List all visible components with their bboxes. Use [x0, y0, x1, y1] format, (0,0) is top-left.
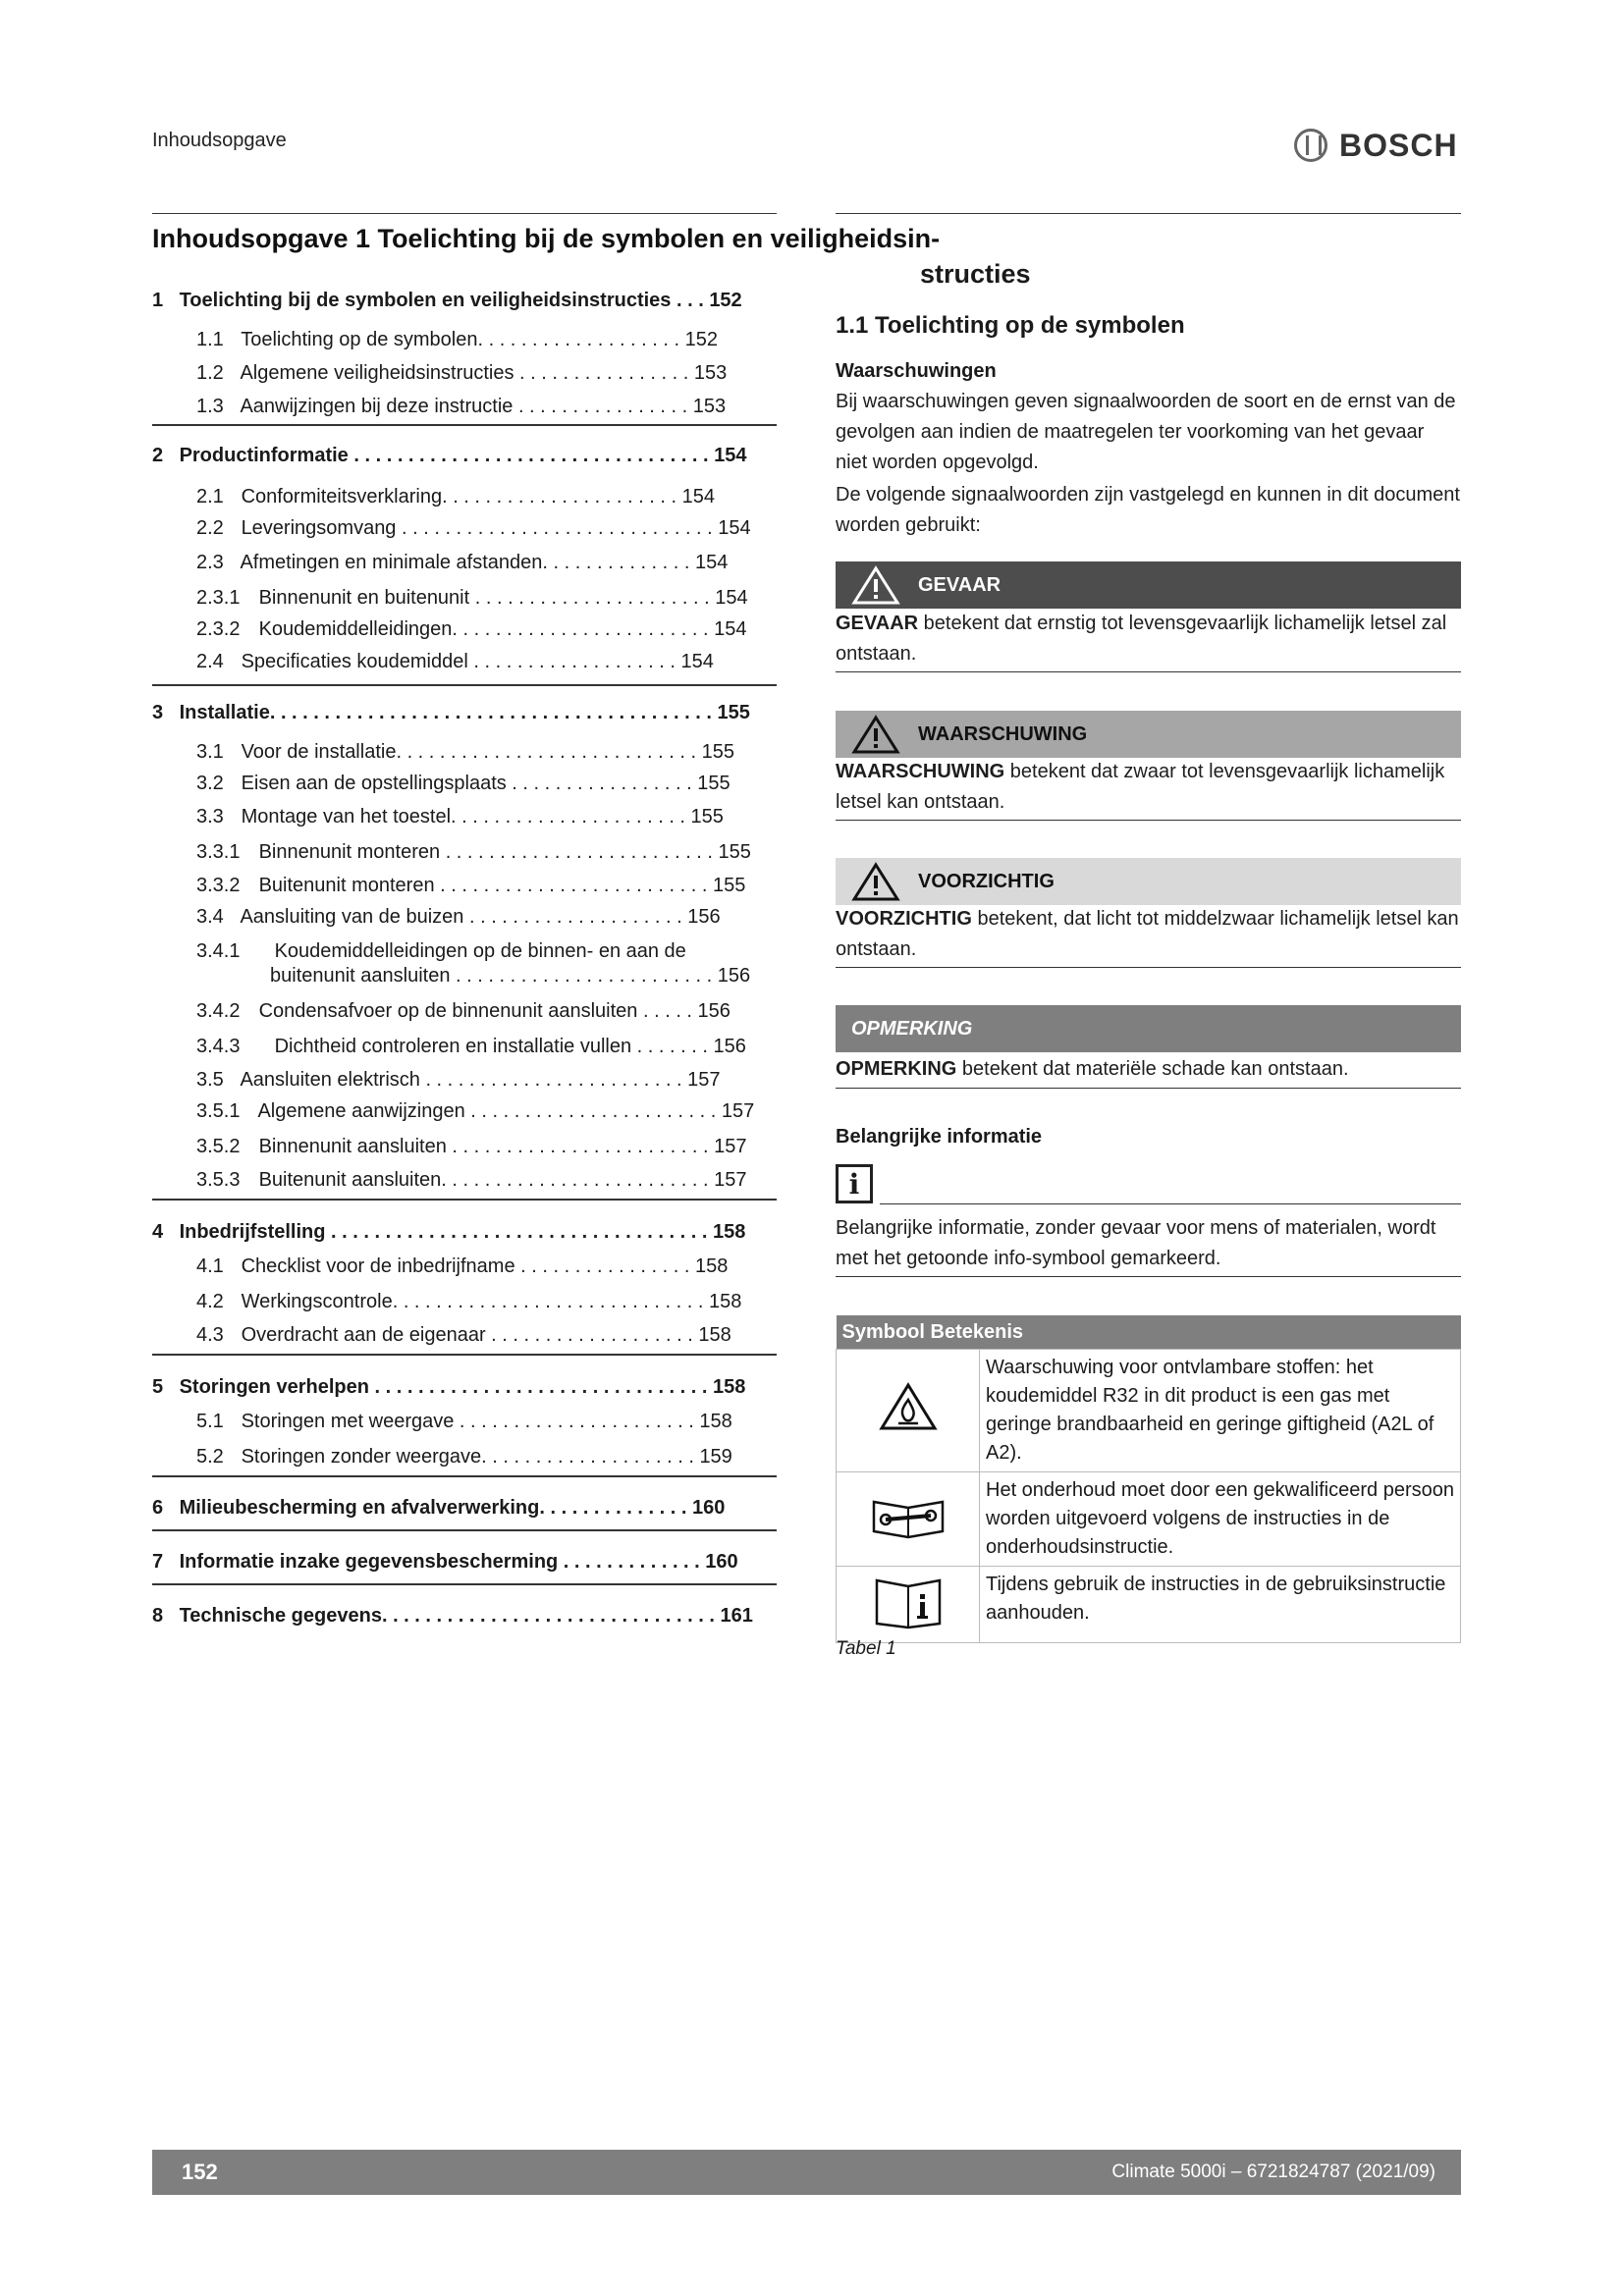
- table-cell-text: Het onderhoud moet door een gekwalificeerd persoon worden uitgevoerd volgens de instructies in de onderhoudsinstructie.: [980, 1472, 1461, 1567]
- toc-entry[interactable]: 4.3 Overdracht aan de eigenaar . . . . . . . . . . . . . . . . . . . 158: [196, 1324, 731, 1346]
- page-footer: [152, 2150, 1461, 2195]
- toc-entry[interactable]: 2 Productinformatie . . . . . . . . . . . . . . . . . . . . . . . . . . . . . . . . . 154: [152, 445, 747, 466]
- toc-separator: [152, 684, 777, 686]
- warning-triangle-icon: [851, 862, 900, 901]
- toc-entry[interactable]: 1.1 Toelichting op de symbolen. . . . . . . . . . . . . . . . . . . 152: [196, 329, 718, 350]
- toc-separator: [152, 1529, 777, 1531]
- toc-entry[interactable]: 6 Milieubescherming en afvalverwerking. . . . . . . . . . . . . . 160: [152, 1497, 726, 1519]
- voorzichtig-banner: [836, 858, 1461, 905]
- divider: [836, 967, 1461, 968]
- left-top-rule: [152, 213, 777, 214]
- banner-label: OPMERKING: [851, 1017, 973, 1040]
- toc-entry[interactable]: 2.4 Specificaties koudemiddel . . . . . . . . . . . . . . . . . . . 154: [196, 651, 714, 672]
- toc-entry[interactable]: 5 Storingen verhelpen . . . . . . . . . . . . . . . . . . . . . . . . . . . . . . . 158: [152, 1376, 746, 1398]
- divider: [836, 820, 1461, 821]
- toc-entry[interactable]: 7 Informatie inzake gegevensbescherming . . . . . . . . . . . . . 160: [152, 1551, 738, 1573]
- toc-entry[interactable]: 4 Inbedrijfstelling . . . . . . . . . . . . . . . . . . . . . . . . . . . . . . . . . . . 158: [152, 1221, 746, 1243]
- banner-label: GEVAAR: [918, 573, 1001, 596]
- toc-entry[interactable]: 3.3.1 Binnenunit monteren . . . . . . . . . . . . . . . . . . . . . . . . . 155: [196, 841, 751, 863]
- toc-entry[interactable]: 3.3.2 Buitenunit monteren . . . . . . . . . . . . . . . . . . . . . . . . . 155: [196, 875, 746, 896]
- warning-triangle-icon: [851, 565, 900, 605]
- service-manual-icon: [837, 1472, 980, 1567]
- toc-separator: [152, 1475, 777, 1477]
- table-row: [837, 1567, 1461, 1643]
- toc-entry[interactable]: 2.2 Leveringsomvang . . . . . . . . . . . . . . . . . . . . . . . . . . . . . 154: [196, 517, 751, 539]
- toc-entry[interactable]: 1 Toelichting bij de symbolen en veiligheidsinstructies . . . 152: [152, 290, 742, 311]
- toc-separator: [152, 1354, 777, 1356]
- subheading-belangrijk: Belangrijke informatie: [836, 1126, 1043, 1148]
- section-title-continuation: structies: [920, 259, 1031, 289]
- divider: [836, 671, 1461, 672]
- toc-entry[interactable]: 4.1 Checklist voor de inbedrijfname . . . . . . . . . . . . . . . . 158: [196, 1255, 729, 1277]
- toc-entry[interactable]: 3.3 Montage van het toestel. . . . . . . . . . . . . . . . . . . . . . 155: [196, 806, 724, 828]
- table-caption: Tabel 1: [836, 1638, 896, 1659]
- paragraph: Belangrijke informatie, zonder gevaar voor mens of materialen, wordt met het getoonde info-symbool gemarkeerd.: [836, 1217, 1436, 1269]
- table-header: Symbool Betekenis: [837, 1315, 1461, 1350]
- toc-entry[interactable]: 2.1 Conformiteitsverklaring. . . . . . . . . . . . . . . . . . . . . . 154: [196, 486, 715, 507]
- banner-label: WAARSCHUWING: [918, 722, 1088, 745]
- table-row: [837, 1472, 1461, 1567]
- page-number: 152: [182, 2160, 218, 2184]
- divider: [836, 1276, 1461, 1277]
- toc-entry[interactable]: 3.4 Aansluiting van de buizen . . . . . . . . . . . . . . . . . . . . 156: [196, 906, 721, 928]
- paragraph: De volgende signaalwoorden zijn vastgelegd en kunnen in dit document worden gebruikt:: [836, 484, 1460, 536]
- bosch-logo: [1294, 126, 1458, 165]
- divider: [880, 1203, 1461, 1204]
- symbol-table: [836, 1315, 1461, 1643]
- toc-entry[interactable]: 1.3 Aanwijzingen bij deze instructie . . . . . . . . . . . . . . . . 153: [196, 396, 727, 417]
- manual-info-icon: [837, 1567, 980, 1643]
- waarschuwing-banner: [836, 711, 1461, 758]
- toc-entry[interactable]: 8 Technische gegevens. . . . . . . . . . . . . . . . . . . . . . . . . . . . . . . 161: [152, 1605, 753, 1627]
- paragraph: Bij waarschuwingen geven signaalwoorden de soort en de ernst van de gevolgen aan indien de maatregelen ter voorkoming van het gevaar niet worden opgevolgd.: [836, 391, 1456, 473]
- gevaar-banner: [836, 561, 1461, 609]
- toc-separator: [152, 424, 777, 426]
- table-row: [837, 1350, 1461, 1472]
- toc-entry[interactable]: 3.4.3 Dichtheid controleren en installatie vullen . . . . . . . 156: [196, 1036, 746, 1057]
- flammable-warning-icon: [837, 1350, 980, 1472]
- signal-description: VOORZICHTIG betekent, dat licht tot middelzwaar lichamelijk letsel kan ontstaan.: [836, 908, 1459, 960]
- toc-entry[interactable]: 3.5.3 Buitenunit aansluiten. . . . . . . . . . . . . . . . . . . . . . . . . 157: [196, 1169, 747, 1191]
- toc-entry[interactable]: 4.2 Werkingscontrole. . . . . . . . . . . . . . . . . . . . . . . . . . . . . 158: [196, 1291, 742, 1312]
- toc-entry-continuation[interactable]: buitenunit aansluiten . . . . . . . . . . . . . . . . . . . . . . . . 156: [270, 965, 751, 987]
- toc-title: Inhoudsopgave 1 Toelichting bij de symbolen en veiligheidsin-: [152, 224, 941, 253]
- section-heading: 1.1 Toelichting op de symbolen: [836, 312, 1185, 339]
- banner-label: VOORZICHTIG: [918, 870, 1055, 892]
- toc-entry[interactable]: 3.5 Aansluiten elektrisch . . . . . . . . . . . . . . . . . . . . . . . . 157: [196, 1069, 721, 1091]
- logo-text: BOSCH: [1339, 127, 1458, 163]
- document-id: Climate 5000i – 6721824787 (2021/09): [1111, 2162, 1435, 2182]
- toc-entry[interactable]: 5.1 Storingen met weergave . . . . . . . . . . . . . . . . . . . . . . 158: [196, 1411, 732, 1432]
- toc-entry[interactable]: 5.2 Storingen zonder weergave. . . . . . . . . . . . . . . . . . . . 159: [196, 1446, 732, 1468]
- running-header: Inhoudsopgave: [152, 130, 287, 151]
- subheading-waarschuwingen: Waarschuwingen: [836, 360, 997, 382]
- toc-entry[interactable]: 1.2 Algemene veiligheidsinstructies . . . . . . . . . . . . . . . . 153: [196, 362, 728, 384]
- toc-entry[interactable]: 2.3.1 Binnenunit en buitenunit . . . . . . . . . . . . . . . . . . . . . . 154: [196, 587, 748, 609]
- toc-entry[interactable]: 3.4.1 Koudemiddelleidingen op de binnen- en aan de: [196, 940, 686, 962]
- opmerking-banner: [836, 1005, 1461, 1052]
- toc-entry[interactable]: 2.3.2 Koudemiddelleidingen. . . . . . . . . . . . . . . . . . . . . . . . 154: [196, 618, 747, 640]
- info-icon: i: [836, 1164, 873, 1203]
- divider: [836, 1088, 1461, 1089]
- toc-entry[interactable]: 3.5.2 Binnenunit aansluiten . . . . . . . . . . . . . . . . . . . . . . . . 157: [196, 1136, 747, 1157]
- toc-entry[interactable]: 3.1 Voor de installatie. . . . . . . . . . . . . . . . . . . . . . . . . . . . 155: [196, 741, 734, 763]
- toc-separator: [152, 1199, 777, 1201]
- bosch-armature-icon: [1294, 129, 1327, 162]
- toc-entry[interactable]: 3.2 Eisen aan de opstellingsplaats . . . . . . . . . . . . . . . . . 155: [196, 773, 731, 794]
- signal-description: GEVAAR betekent dat ernstig tot levensgevaarlijk lichamelijk letsel zal ontstaan.: [836, 613, 1447, 665]
- table-cell-text: Waarschuwing voor ontvlambare stoffen: het koudemiddel R32 in dit product is een gas met geringe brandbaarheid en geringe giftigheid (A2L of A2).: [980, 1350, 1461, 1472]
- toc-entry[interactable]: 3.5.1 Algemene aanwijzingen . . . . . . . . . . . . . . . . . . . . . . . 157: [196, 1100, 755, 1122]
- toc-entry[interactable]: 3 Installatie. . . . . . . . . . . . . . . . . . . . . . . . . . . . . . . . . . . . . . . . . 155: [152, 702, 750, 723]
- right-top-rule: [836, 213, 1461, 214]
- table-cell-text: Tijdens gebruik de instructies in de gebruiksinstructie aanhouden.: [980, 1567, 1461, 1643]
- toc-separator: [152, 1583, 777, 1585]
- toc-entry[interactable]: 2.3 Afmetingen en minimale afstanden. . . . . . . . . . . . . . 154: [196, 552, 729, 573]
- toc-entry[interactable]: 3.4.2 Condensafvoer op de binnenunit aansluiten . . . . . 156: [196, 1000, 731, 1022]
- signal-description: OPMERKING betekent dat materiële schade kan ontstaan.: [836, 1058, 1349, 1080]
- signal-description: WAARSCHUWING betekent dat zwaar tot levensgevaarlijk lichamelijk letsel kan ontstaan.: [836, 761, 1445, 813]
- warning-triangle-icon: [851, 715, 900, 754]
